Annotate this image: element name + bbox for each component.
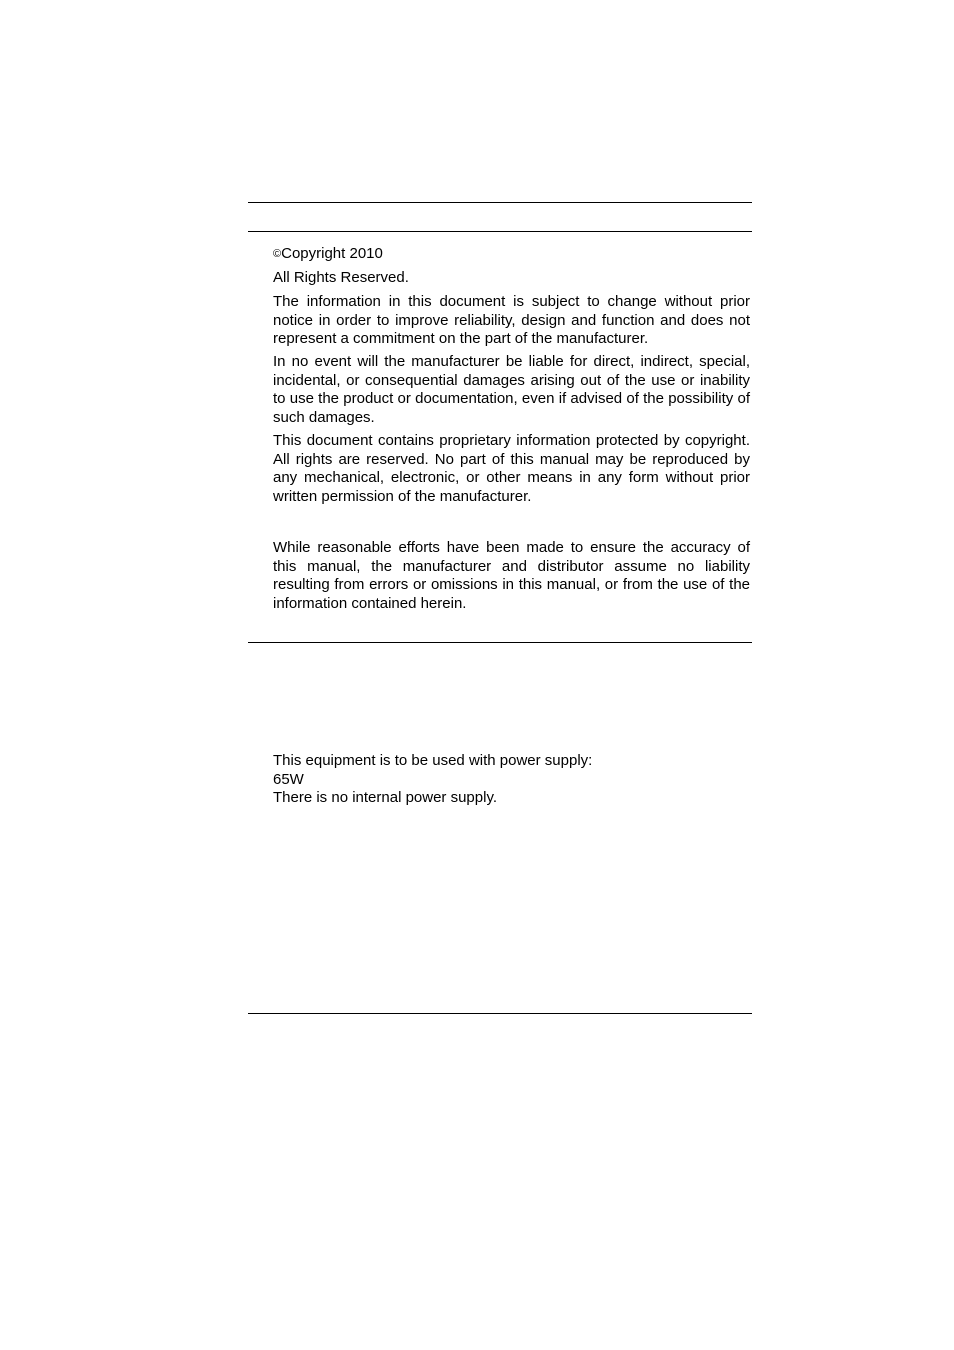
all-rights-reserved (273, 269, 750, 288)
info-paragraph: The information in this document is subject to change without prior notice in order to improve reliability, design and function and does not represent a commitment on the part of the manufacturer. (273, 293, 750, 347)
internal-power-note: There is no internal power supply. (273, 789, 498, 806)
proprietary-paragraph-block (273, 432, 750, 506)
power-wattage: 65W (273, 770, 304, 788)
copyright-text: Copyright 2010 (281, 245, 383, 262)
liability-paragraph-block (273, 353, 750, 427)
accuracy-paragraph-block (273, 539, 750, 613)
power-supply-line: This equipment is to be used with power supply: (273, 752, 593, 769)
rights-text: All Rights Reserved. (273, 269, 409, 286)
header-rule (248, 231, 752, 232)
liability-paragraph: In no event will the manufacturer be liable for direct, indirect, special, incidental, or consequential damages arising out of the use or inability to use the product or documentation, even if advised of the possibility of such damages. (273, 353, 750, 426)
bottom-rule (248, 1013, 752, 1014)
info-paragraph-block (273, 293, 750, 349)
accuracy-paragraph: While reasonable efforts have been made to ensure the accuracy of this manual, the manufacturer and distributor assume no liability resulting from errors or omissions in this manual, or from the use of the information contained herein. (273, 539, 750, 612)
top-rule (248, 202, 752, 203)
copyright-symbol: © (273, 248, 282, 260)
proprietary-paragraph: This document contains proprietary information protected by copyright. All rights are reserved. No part of this manual may be reproduced by any mechanical, electronic, or other means in any form without prior written permission of the manufacturer. (273, 432, 750, 505)
power-supply-block (273, 752, 750, 808)
section-rule (248, 642, 752, 643)
copyright-line (273, 245, 750, 264)
